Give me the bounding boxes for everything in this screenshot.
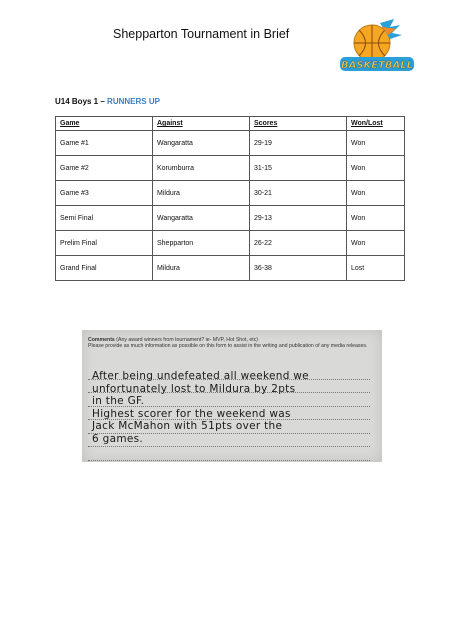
cell-against: Wangaratta bbox=[153, 206, 250, 231]
cell-score: 30-21 bbox=[250, 181, 347, 206]
cell-score: 36-38 bbox=[250, 256, 347, 281]
cell-score: 26-22 bbox=[250, 231, 347, 256]
cell-against: Mildura bbox=[153, 181, 250, 206]
col-header-won-lost: Won/Lost bbox=[347, 117, 405, 131]
section-label: U14 Boys 1 – bbox=[55, 97, 105, 106]
page-title: Shepparton Tournament in Brief bbox=[113, 27, 290, 41]
handwritten-line: 6 games. bbox=[92, 432, 144, 445]
handwritten-line: unfortunately lost to Mildura by 2pts bbox=[92, 382, 296, 395]
cell-against: Korumburra bbox=[153, 156, 250, 181]
cell-result: Won bbox=[347, 156, 405, 181]
col-header-scores: Scores bbox=[250, 117, 347, 131]
cell-against: Mildura bbox=[153, 256, 250, 281]
cell-result: Won bbox=[347, 206, 405, 231]
comments-prompt: (Any award winners from tournament? ie- MVP, Hot Shot, etc) bbox=[116, 337, 259, 343]
cell-result: Lost bbox=[347, 256, 405, 281]
table-row bbox=[56, 256, 405, 281]
comments-instruction-text: Please provide as much information as possible on this form to assist in the writing and publication of any media releases. bbox=[88, 343, 368, 350]
handwritten-line: After being undefeated all weekend we bbox=[92, 370, 309, 382]
handwritten-comments bbox=[92, 370, 377, 445]
cell-game: Prelim Final bbox=[56, 231, 153, 256]
col-header-against: Against bbox=[153, 117, 250, 131]
table-header-row bbox=[56, 117, 405, 131]
handwritten-line: Highest scorer for the weekend was bbox=[92, 407, 291, 420]
table-row bbox=[56, 181, 405, 206]
table-row bbox=[56, 206, 405, 231]
comments-heading: Comments bbox=[88, 337, 115, 343]
cell-against: Wangaratta bbox=[153, 131, 250, 156]
section-heading bbox=[55, 97, 160, 106]
comments-photo bbox=[82, 330, 382, 462]
handwritten-line: Jack McMahon with 51pts over the bbox=[92, 420, 283, 432]
cell-game: Game #3 bbox=[56, 181, 153, 206]
cell-score: 31-15 bbox=[250, 156, 347, 181]
basketball-logo bbox=[336, 17, 418, 77]
cell-result: Won bbox=[347, 231, 405, 256]
cell-score: 29-19 bbox=[250, 131, 347, 156]
cell-game: Game #1 bbox=[56, 131, 153, 156]
col-header-game: Game bbox=[56, 117, 153, 131]
comments-instructions bbox=[88, 337, 373, 350]
cell-game: Grand Final bbox=[56, 256, 153, 281]
cell-game: Game #2 bbox=[56, 156, 153, 181]
cell-against: Shepparton bbox=[153, 231, 250, 256]
cell-score: 29-13 bbox=[250, 206, 347, 231]
results-table bbox=[55, 116, 405, 281]
cell-result: Won bbox=[347, 131, 405, 156]
table-row bbox=[56, 156, 405, 181]
svg-text:BASKETBALL: BASKETBALL bbox=[340, 60, 414, 71]
cell-game: Semi Final bbox=[56, 206, 153, 231]
table-row bbox=[56, 131, 405, 156]
cell-result: Won bbox=[347, 181, 405, 206]
table-row bbox=[56, 231, 405, 256]
handwritten-line: in the GF. bbox=[92, 395, 145, 407]
result-label: RUNNERS UP bbox=[107, 97, 160, 106]
